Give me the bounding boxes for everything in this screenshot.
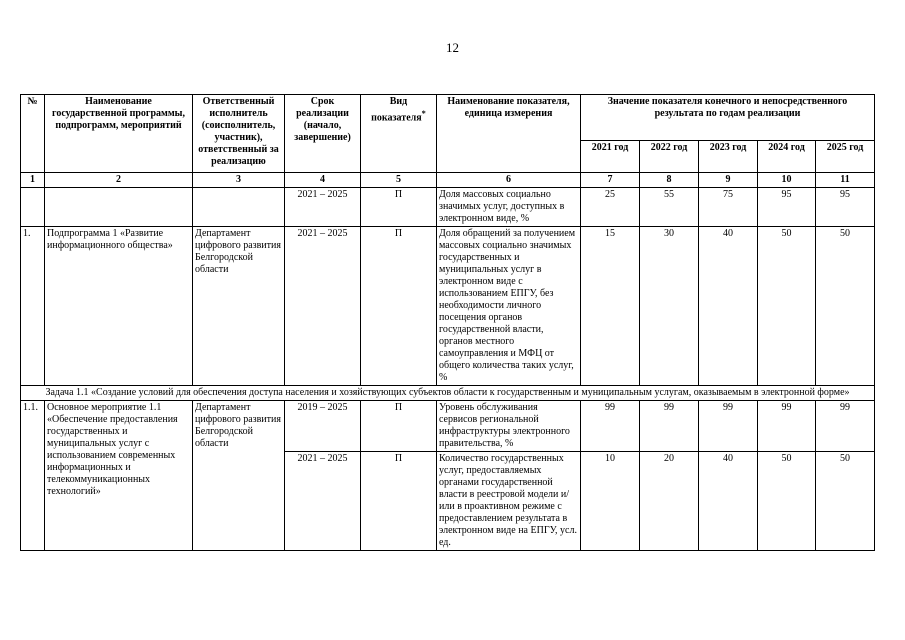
col-number: 2 [45, 173, 193, 188]
row-value-2025: 50 [816, 452, 875, 551]
col-number: 7 [581, 173, 640, 188]
row-indicator: Уровень обслуживания сервисов региональной инфраструктуры электронного правительства, % [437, 401, 581, 452]
table-row [21, 188, 875, 227]
row-value-2022: 55 [640, 188, 699, 227]
row-executor: Департамент цифрового развития Белгородской области [193, 227, 285, 386]
header-values-group: Значение показателя конечного и непосредственного результата по годам реализации [581, 95, 875, 141]
header-year: 2024 год [758, 141, 816, 173]
col-number: 5 [361, 173, 437, 188]
header-term: Срок реализации (начало, завершение) [285, 95, 361, 173]
measure-num: 1.1. [21, 401, 45, 551]
measure-name: Основное мероприятие 1.1 «Обеспечение предоставления государственных и муниципальных услуг с использованием современных информационных и телекоммуникационных технологий» [45, 401, 193, 551]
row-num: 1. [21, 227, 45, 386]
row-value-2021: 25 [581, 188, 640, 227]
row-executor [193, 188, 285, 227]
row-name [45, 188, 193, 227]
row-type: П [361, 227, 437, 386]
row-indicator: Количество государственных услуг, предоставляемых органами государственной власти в реестровой модели и/или в проактивном режиме с предоставлением результата в электронном виде на ЕПГУ, усл. ед. [437, 452, 581, 551]
row-indicator: Доля обращений за получением массовых социально значимых государственных и муниципальных услуг в электронном виде с использованием ЕПГУ, без необходимости личного посещения органов государственной власти, органов местного самоуправления и МФЦ от общего количества таких услуг, % [437, 227, 581, 386]
header-executor: Ответственный исполнитель (соисполнитель, участник), ответственный за реализацию [193, 95, 285, 173]
row-value-2021: 99 [581, 401, 640, 452]
row-value-2023: 40 [699, 452, 758, 551]
row-value-2021: 15 [581, 227, 640, 386]
row-value-2022: 30 [640, 227, 699, 386]
row-term: 2019 – 2025 [285, 401, 361, 452]
row-value-2025: 95 [816, 188, 875, 227]
row-value-2024: 50 [758, 227, 816, 386]
header-year: 2022 год [640, 141, 699, 173]
col-number: 6 [437, 173, 581, 188]
col-number: 9 [699, 173, 758, 188]
measure-executor: Департамент цифрового развития Белгородской области [193, 401, 285, 551]
row-type: П [361, 452, 437, 551]
header-type-label: Вид показателя [371, 96, 422, 124]
row-num [21, 188, 45, 227]
row-value-2022: 20 [640, 452, 699, 551]
row-term: 2021 – 2025 [285, 227, 361, 386]
row-value-2024: 99 [758, 401, 816, 452]
header-num: № [21, 95, 45, 173]
table-row [21, 401, 875, 452]
col-number: 1 [21, 173, 45, 188]
header-indicator-type [361, 95, 437, 173]
header-year: 2023 год [699, 141, 758, 173]
row-value-2024: 95 [758, 188, 816, 227]
row-value-2021: 10 [581, 452, 640, 551]
col-number: 11 [816, 173, 875, 188]
row-value-2023: 40 [699, 227, 758, 386]
task-heading: Задача 1.1 «Создание условий для обеспечения доступа населения и хозяйствующих субъектов области к государственным и муниципальным услугам, оказываемым в электронной форме» [21, 386, 875, 401]
row-value-2023: 75 [699, 188, 758, 227]
row-type: П [361, 188, 437, 227]
col-number: 3 [193, 173, 285, 188]
col-number: 10 [758, 173, 816, 188]
header-type-footnote-mark: * [421, 109, 426, 118]
header-name: Наименование государственной программы, подпрограмм, мероприятий [45, 95, 193, 173]
col-number: 8 [640, 173, 699, 188]
table-row [21, 227, 875, 386]
header-year: 2025 год [816, 141, 875, 173]
row-value-2025: 50 [816, 227, 875, 386]
row-indicator: Доля массовых социально значимых услуг, доступных в электронном виде, % [437, 188, 581, 227]
row-type: П [361, 401, 437, 452]
row-value-2025: 99 [816, 401, 875, 452]
row-value-2023: 99 [699, 401, 758, 452]
row-value-2022: 99 [640, 401, 699, 452]
row-term: 2021 – 2025 [285, 188, 361, 227]
col-number: 4 [285, 173, 361, 188]
indicators-table [20, 94, 875, 551]
row-name: Подпрограмма 1 «Развитие информационного общества» [45, 227, 193, 386]
page-number: 12 [446, 40, 459, 55]
header-indicator-name: Наименование показателя, единица измерения [437, 95, 581, 173]
header-year: 2021 год [581, 141, 640, 173]
row-term: 2021 – 2025 [285, 452, 361, 551]
row-value-2024: 50 [758, 452, 816, 551]
